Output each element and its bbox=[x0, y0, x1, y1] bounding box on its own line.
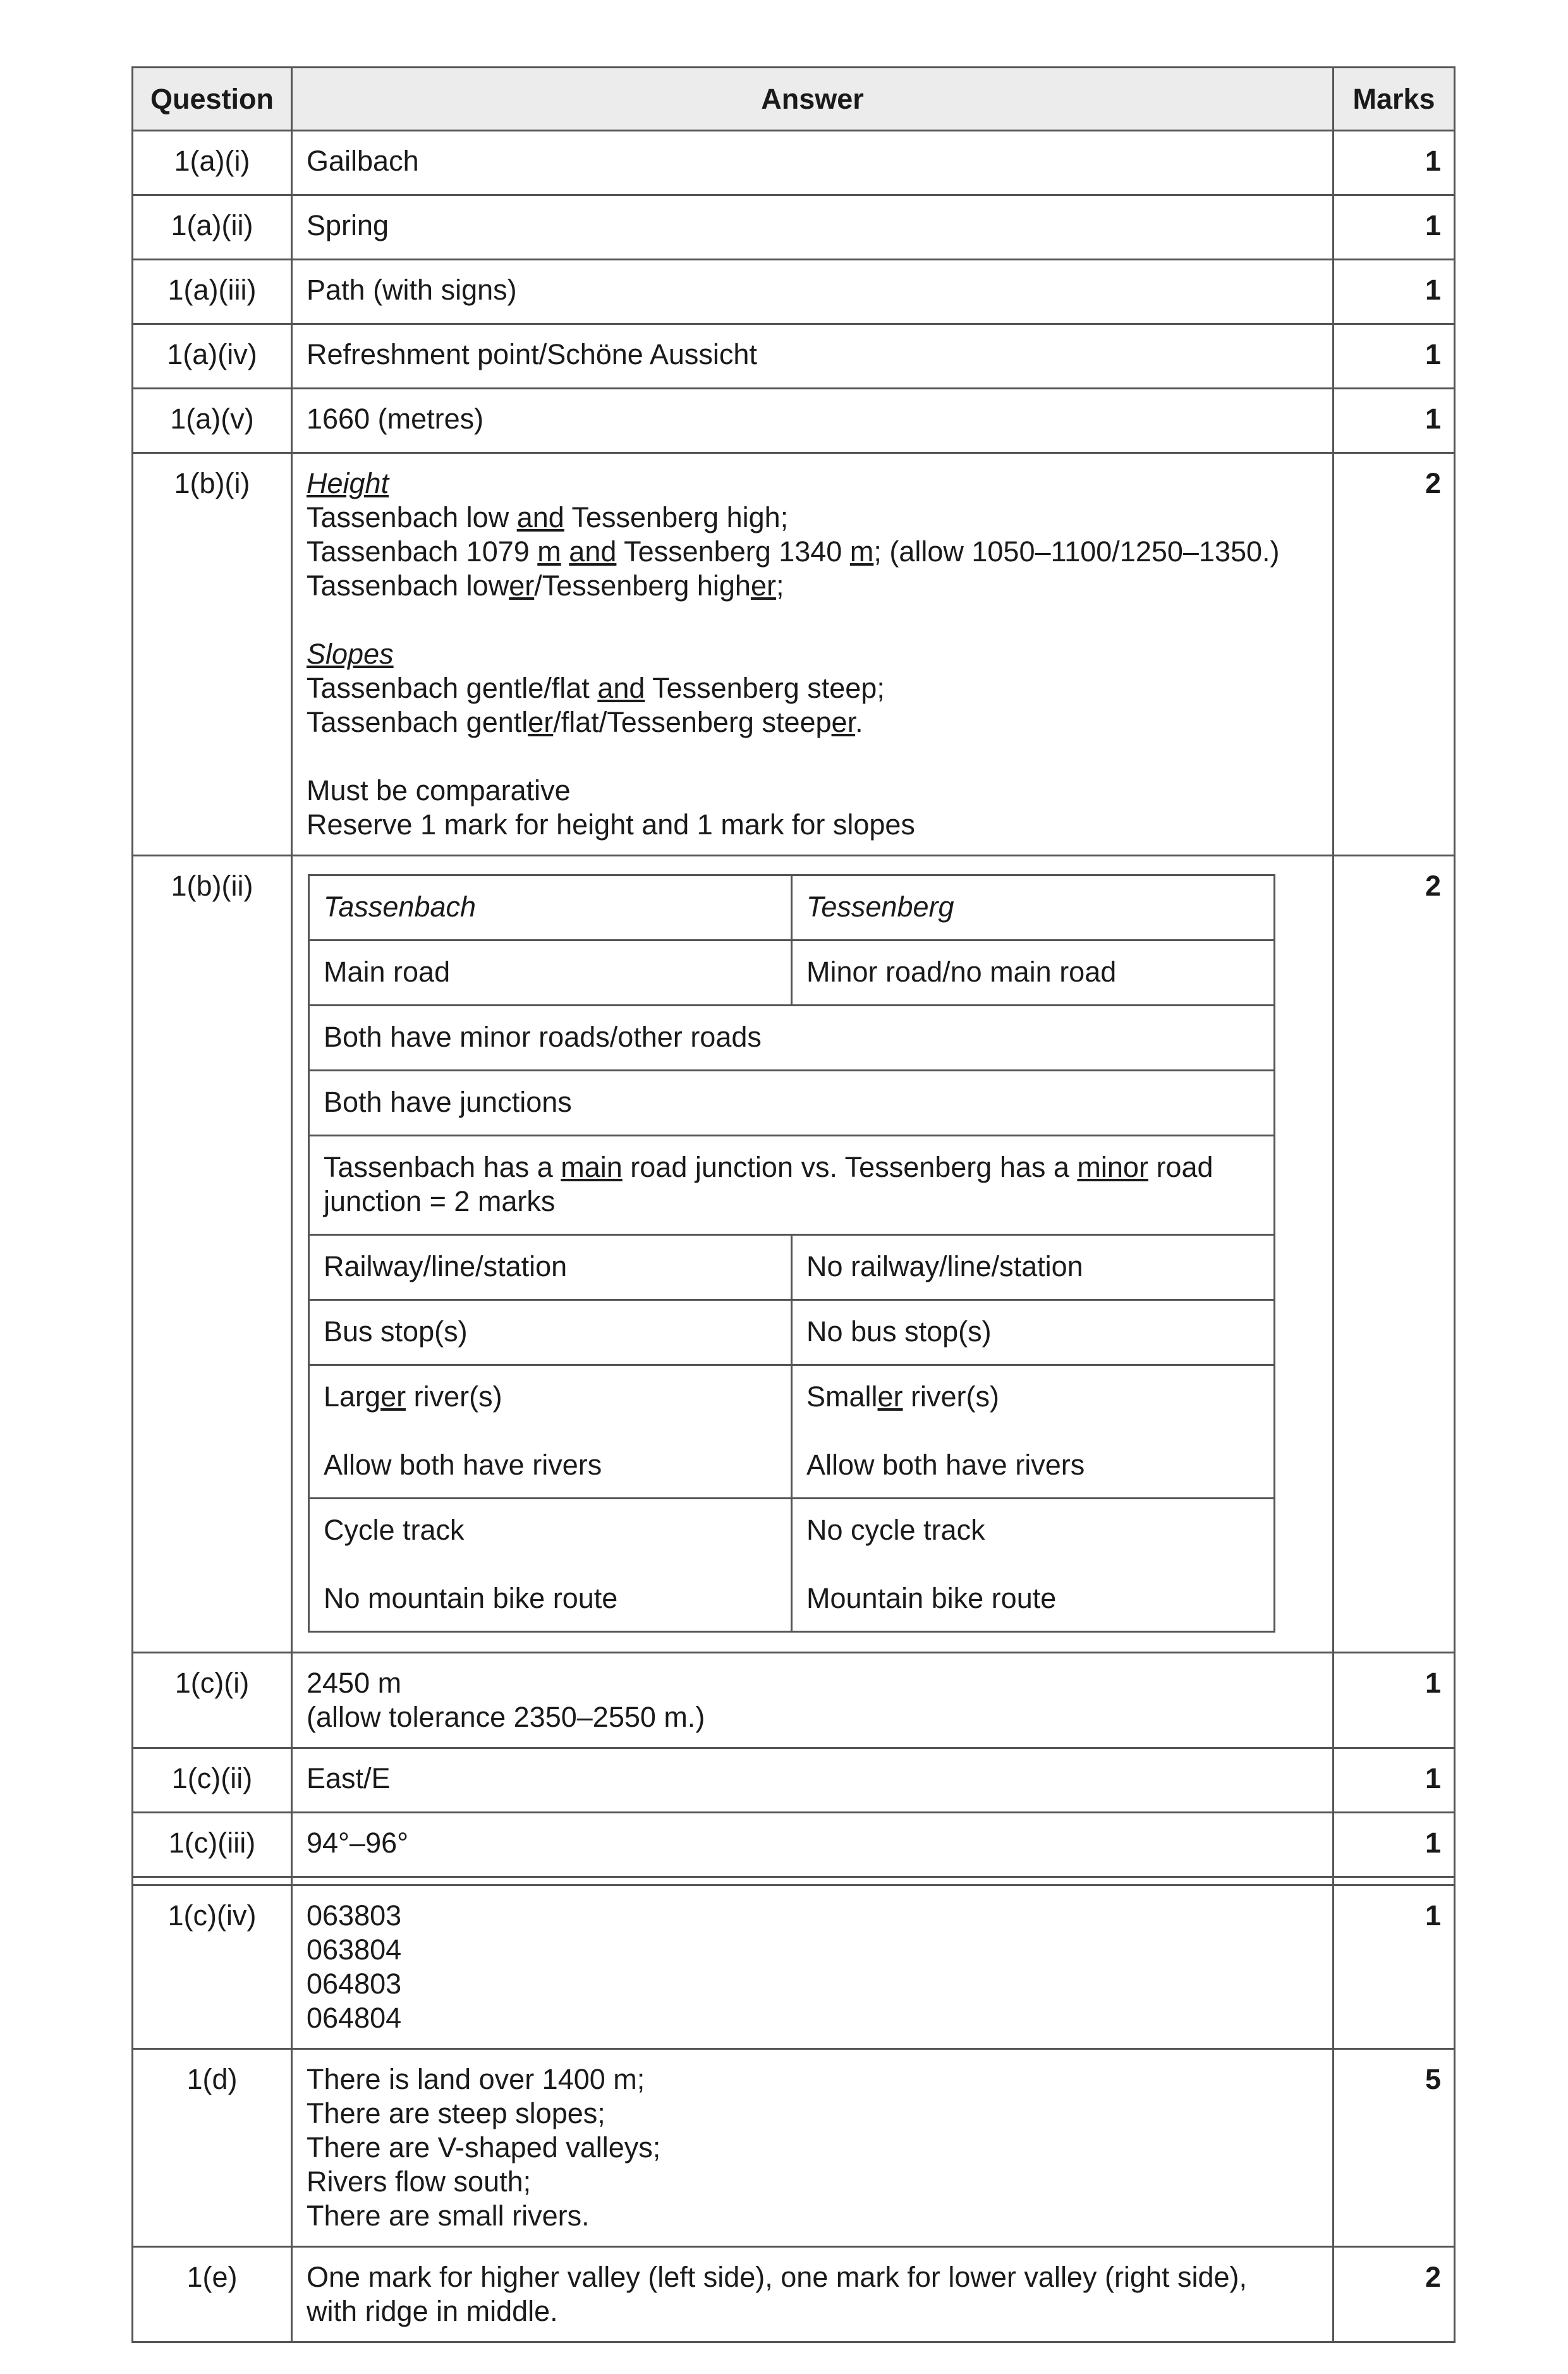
question-cell: 1(b)(i) bbox=[133, 453, 292, 856]
table-row bbox=[133, 131, 1455, 195]
height-line-1: Tassenbach low and Tessenberg high; bbox=[307, 501, 789, 533]
header-row bbox=[133, 68, 1455, 131]
mark-scheme-table bbox=[131, 66, 1456, 2343]
comparison-row bbox=[309, 1006, 1275, 1071]
header-question: Question bbox=[133, 68, 292, 131]
marks-cell: 1 bbox=[1334, 1748, 1455, 1813]
header-marks: Marks bbox=[1334, 68, 1455, 131]
question-cell: 1(c)(i) bbox=[133, 1653, 292, 1748]
question-cell: 1(a)(v) bbox=[133, 389, 292, 453]
question-cell: 1(c)(iv) bbox=[133, 1885, 292, 2049]
answer-cell: 2450 m (allow tolerance 2350–2550 m.) bbox=[292, 1653, 1334, 1748]
question-cell: 1(a)(ii) bbox=[133, 195, 292, 260]
answer-cell: One mark for higher valley (left side), one mark for lower valley (right side), with ridge in middle. bbox=[292, 2247, 1334, 2342]
question-cell: 1(d) bbox=[133, 2049, 292, 2247]
comparison-row bbox=[309, 1300, 1275, 1365]
comparison-cell: Both have minor roads/other roads bbox=[309, 1006, 1275, 1071]
answer-cell bbox=[292, 856, 1334, 1653]
comparison-cell: No bus stop(s) bbox=[792, 1300, 1275, 1365]
table-row bbox=[133, 1885, 1455, 2049]
note-comparative: Must be comparative bbox=[307, 774, 571, 807]
slopes-line-2: Tassenbach gentler/flat/Tessenberg steeper. bbox=[307, 706, 863, 738]
table-row bbox=[133, 1813, 1455, 1877]
question-cell: 1(e) bbox=[133, 2247, 292, 2342]
marks-cell: 1 bbox=[1334, 260, 1455, 324]
comparison-cell: No cycle track Mountain bike route bbox=[792, 1499, 1275, 1632]
question-cell: 1(a)(iii) bbox=[133, 260, 292, 324]
marks-cell: 1 bbox=[1334, 195, 1455, 260]
table-row bbox=[133, 195, 1455, 260]
question-cell: 1(a)(i) bbox=[133, 131, 292, 195]
answer-cell: Spring bbox=[292, 195, 1334, 260]
table-row bbox=[133, 324, 1455, 389]
table-row-1b-i bbox=[133, 453, 1455, 856]
table-row bbox=[133, 2049, 1455, 2247]
marks-cell: 2 bbox=[1334, 453, 1455, 856]
table-row bbox=[133, 1653, 1455, 1748]
col-tassenbach: Tassenbach bbox=[309, 875, 792, 940]
comparison-cell: No railway/line/station bbox=[792, 1235, 1275, 1300]
comparison-cell: Both have junctions bbox=[309, 1071, 1275, 1136]
comparison-row bbox=[309, 1365, 1275, 1499]
answer-cell: East/E bbox=[292, 1748, 1334, 1813]
slopes-line-1: Tassenbach gentle/flat and Tessenberg steep; bbox=[307, 672, 885, 704]
comparison-cell: Main road bbox=[309, 940, 792, 1006]
comparison-header-row bbox=[309, 875, 1275, 940]
marks-cell: 1 bbox=[1334, 324, 1455, 389]
comparison-cell: Minor road/no main road bbox=[792, 940, 1275, 1006]
comparison-cell: Railway/line/station bbox=[309, 1235, 792, 1300]
table-row bbox=[133, 260, 1455, 324]
marks-cell: 5 bbox=[1334, 2049, 1455, 2247]
answer-cell: 94°–96° bbox=[292, 1813, 1334, 1877]
comparison-cell: Cycle track No mountain bike route bbox=[309, 1499, 792, 1632]
table-spacer-row bbox=[133, 1877, 1455, 1885]
comparison-cell: Smaller river(s) Allow both have rivers bbox=[792, 1365, 1275, 1499]
marks-cell: 1 bbox=[1334, 1813, 1455, 1877]
answer-cell: 1660 (metres) bbox=[292, 389, 1334, 453]
comparison-table bbox=[308, 874, 1275, 1633]
comparison-cell: Larger river(s) Allow both have rivers bbox=[309, 1365, 792, 1499]
question-cell: 1(b)(ii) bbox=[133, 856, 292, 1653]
slopes-heading: Slopes bbox=[307, 638, 394, 670]
answer-cell: Path (with signs) bbox=[292, 260, 1334, 324]
answer-cell: Gailbach bbox=[292, 131, 1334, 195]
comparison-row bbox=[309, 1071, 1275, 1136]
marks-cell: 2 bbox=[1334, 2247, 1455, 2342]
question-cell: 1(c)(iii) bbox=[133, 1813, 292, 1877]
height-line-2: Tassenbach 1079 m and Tessenberg 1340 m; (allow 1050–1100/1250–1350.) bbox=[307, 535, 1280, 568]
table-row bbox=[133, 389, 1455, 453]
answer-cell: There is land over 1400 m; There are steep slopes; There are V-shaped valleys; Rivers flow south; There are small rivers. bbox=[292, 2049, 1334, 2247]
height-line-3: Tassenbach lower/Tessenberg higher; bbox=[307, 569, 784, 602]
height-heading: Height bbox=[307, 467, 389, 499]
question-cell: 1(a)(iv) bbox=[133, 324, 292, 389]
comparison-row bbox=[309, 1499, 1275, 1632]
comparison-cell: Bus stop(s) bbox=[309, 1300, 792, 1365]
question-cell: 1(c)(ii) bbox=[133, 1748, 292, 1813]
answer-cell: Refreshment point/Schöne Aussicht bbox=[292, 324, 1334, 389]
answer-cell: 063803 063804 064803 064804 bbox=[292, 1885, 1334, 2049]
table-row-1b-ii bbox=[133, 856, 1455, 1653]
marks-cell: 2 bbox=[1334, 856, 1455, 1653]
col-tessenberg: Tessenberg bbox=[792, 875, 1275, 940]
comparison-row bbox=[309, 1235, 1275, 1300]
comparison-row bbox=[309, 1136, 1275, 1235]
header-answer: Answer bbox=[292, 68, 1334, 131]
answer-cell bbox=[292, 453, 1334, 856]
table-row bbox=[133, 1748, 1455, 1813]
marks-cell: 1 bbox=[1334, 1653, 1455, 1748]
marks-cell: 1 bbox=[1334, 1885, 1455, 2049]
table-row bbox=[133, 2247, 1455, 2342]
comparison-cell: Tassenbach has a main road junction vs. Tessenberg has a minor road junction = 2 marks bbox=[309, 1136, 1275, 1235]
comparison-row bbox=[309, 940, 1275, 1006]
note-reserve: Reserve 1 mark for height and 1 mark for slopes bbox=[307, 808, 915, 841]
marks-cell: 1 bbox=[1334, 131, 1455, 195]
marks-cell: 1 bbox=[1334, 389, 1455, 453]
